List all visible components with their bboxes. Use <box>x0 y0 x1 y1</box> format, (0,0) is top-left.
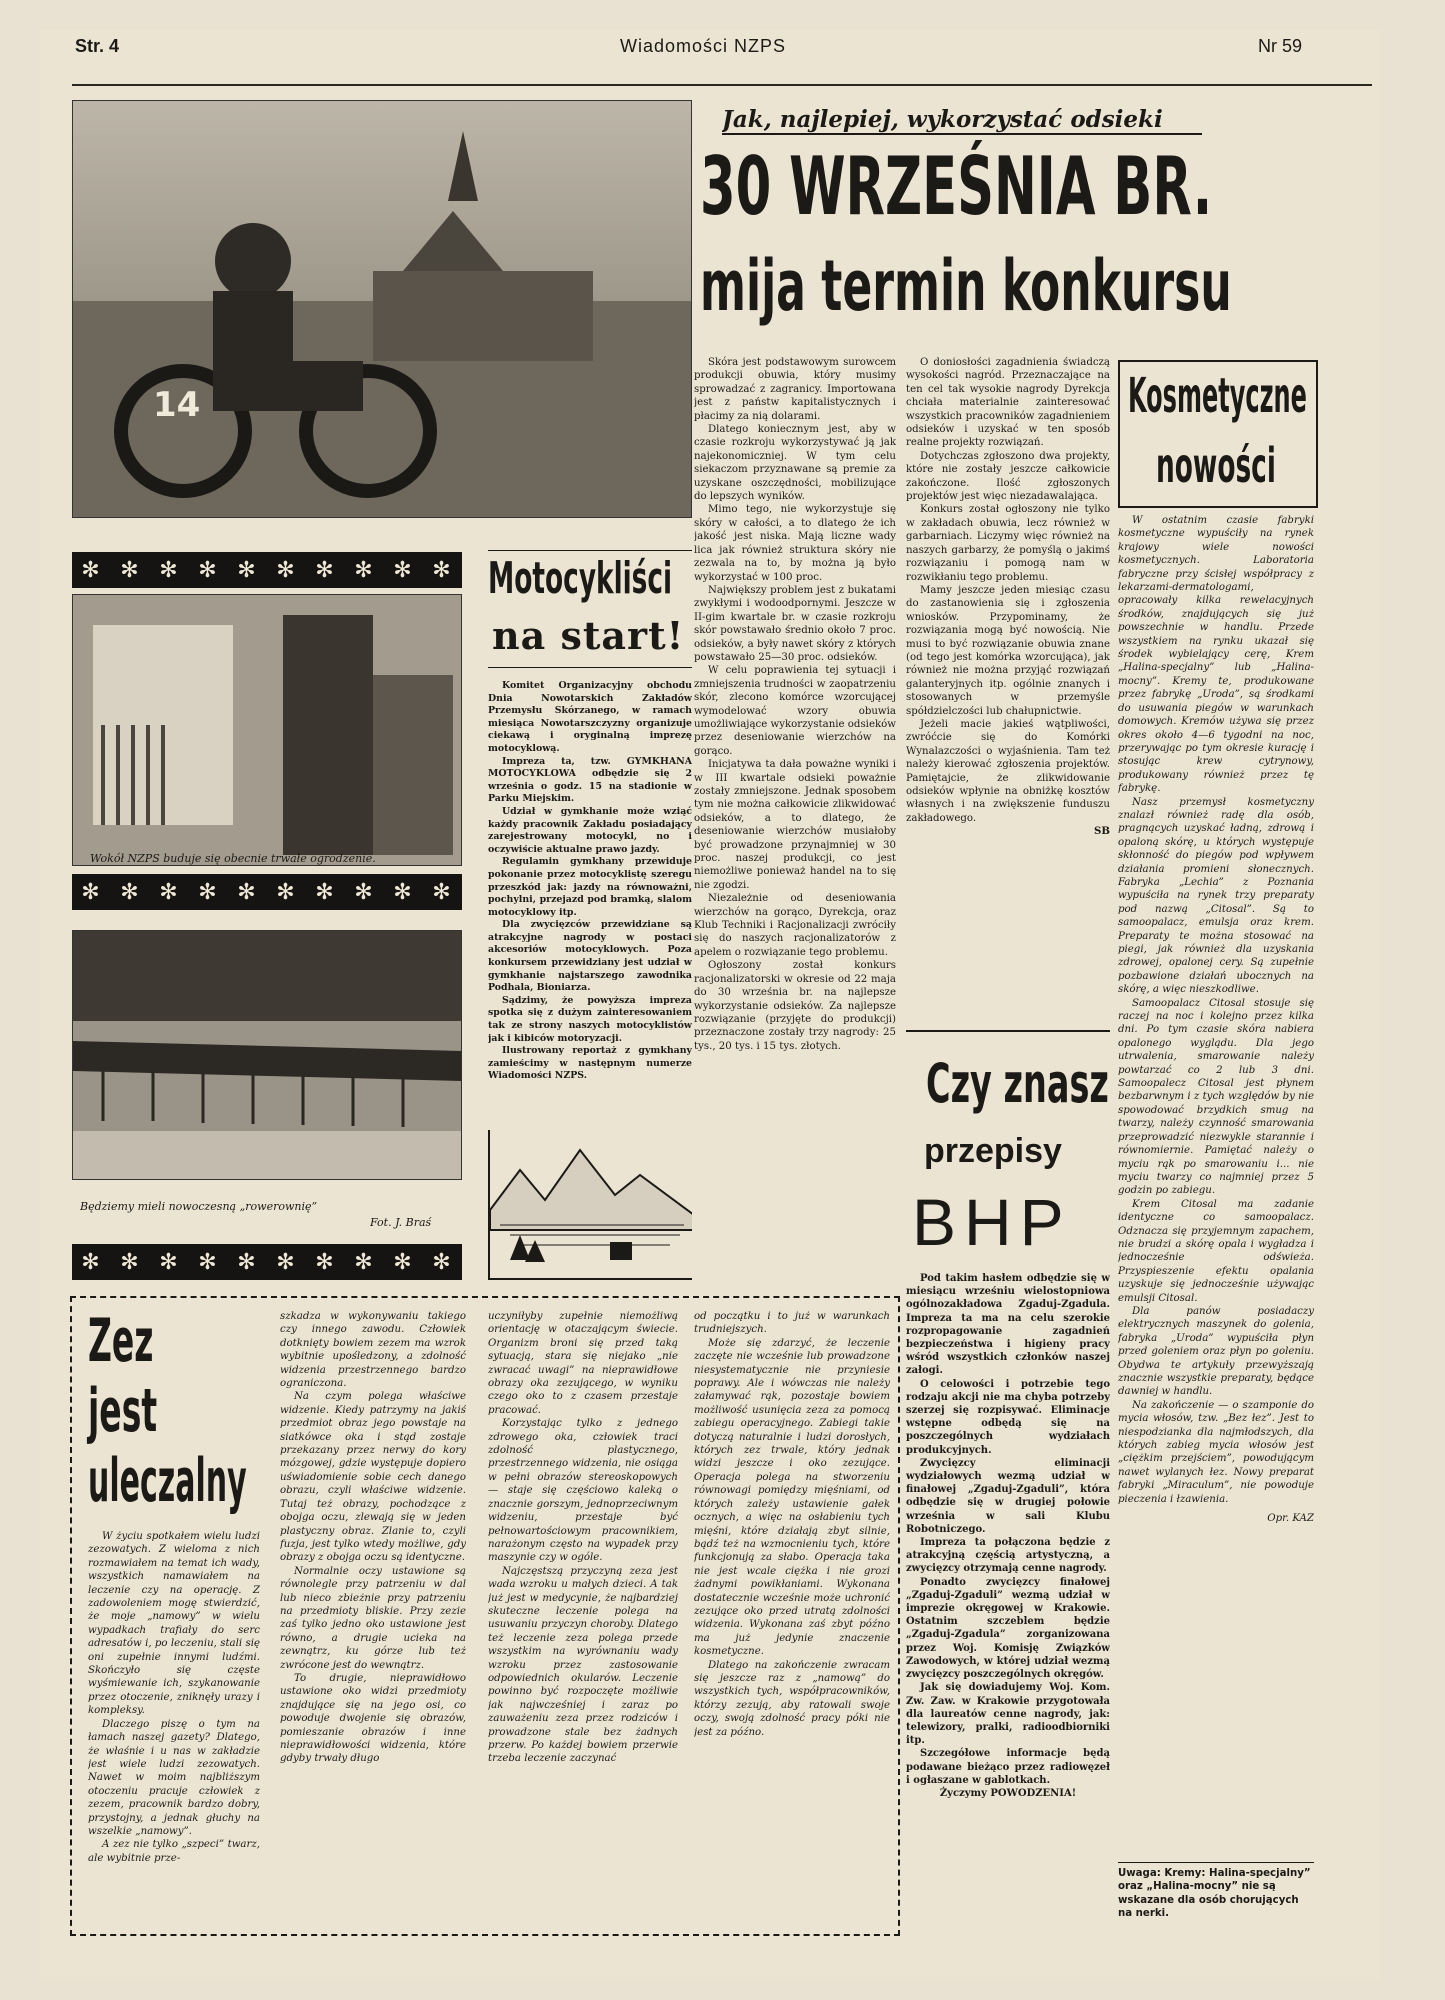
main-kicker: Jak, najlepiej, wykorzystać odsieki <box>722 106 1202 135</box>
zez-title-1: Zez <box>88 1306 154 1376</box>
moto-title-1: Motocykliści <box>488 553 673 604</box>
main-headline-2: mija termin konkursu <box>700 245 1232 327</box>
photo-bike-shed <box>72 930 462 1180</box>
kosmetyczne-title-1: Kosmetyczne <box>1128 368 1307 424</box>
snowflake-strip-2: ✻ ✻ ✻ ✻ ✻ ✻ ✻ ✻ ✻ ✻ <box>72 874 462 910</box>
main-article-col2: O doniosłości zagadnienia świadczą wysokości nagród. Przeznaczające na ten cel tak wysokie nagrody Dyrekcja chciała materialnie zainteresować wszystkich pracowników zagadnieniem odsieków i uzyskać w ten sposób realne projekty rozwiązań. Dotychczas zgłoszono dwa projekty, które nie zostały jeszcze całkowicie zakończone. Ilość zgłoszonych projektów jest więc niezadawalająca. Konkurs został ogłoszony nie tylko w zakładach obuwia, lecz również w garbarniach. Liczymy więc również na naszych garbarzy, że pomyślą o jakimś rozwiązaniu i pomogą nam w rozwikłaniu tego problemu. Mamy jeszcze jeden miesiąc czasu do zastanowienia się i zgłoszenia wniosków. Przypominamy, że rozwiązania mogą być nowością. Nie musi to być rozwiązanie obuwia znane (od tego jest komórka wzorcująca), jak również nie można przyjąć rozwiązań galanteryjnych itp. ogólnie znanych i stosowanych w przemyśle spółdzielczości lub chałupnictwie. Jeżeli macie jakieś wątpliwości, zwróćcie się do Komórki Wynalazczości o wyjaśnienia. Tam też należy kierować zgłoszenia projektów. Pamiętajcie, że zlikwidowanie odsieków wpłynie na obniżkę kosztów własnych i na zwiększenie funduszu zakładowego. SB <box>906 357 1110 838</box>
header-rule <box>72 84 1372 86</box>
bhp-title-2: przepisy <box>924 1132 1062 1170</box>
photo-fence <box>72 594 462 866</box>
zez-col2: szkadza w wykonywaniu takiego czy innego zawodu. Człowiek dotknięty bowiem zezem ma wzrok wybitnie upośledzony, a zdolność widzenia przestrzennego bardzo ograniczona. Na czym polega właściwe widzenie. Kiedy patrzymy na jakiś przedmiot obraz jego powstaje na siatkówce oka i stąd zostaje przekazany przez nerwy do kory mózgowej, gdzie występuje dopiero uświadomienie sobie cech danego obrazu, czyli właściwe widzenie. Tutaj też obrazy, pochodzące z obojga oczu, zlewają się w jeden plastyczny obraz. Zlanie to, czyli fuzja, jest tylko wtedy możliwe, gdy obrazy z obojga oczu są identyczne. Normalnie oczy ustawione są równolegle przy patrzeniu w dal lub nieco zbieżnie przy patrzeniu na przedmioty bliskie. Przy zezie zaś tylko jedno oko ustawione jest równo, a drugie ucieka na zewnątrz, ku górze lub też zwrócone jest do wewnątrz. To drugie, nieprawidłowo ustawione oko widzi przedmioty znajdujące się na jego osi, co powoduje dwojenie się obrazów, pomieszanie obrazów i inne nieprawidłowości widzenia, które gdyby trwały długo <box>280 1311 466 1765</box>
bhp-title-block <box>906 1030 1110 1260</box>
kosmetyczne-signature: Opr. KAZ <box>1267 1513 1314 1525</box>
main-article-col1: Skóra jest podstawowym surowcem produkcji obuwia, który musimy sprowadzać z zagranicy. Importowana jest z państw kapitalistycznych i płacimy za nią dolarami. Dlatego koniecznym jest, aby w czasie rozkroju wykorzystywać ją jak najekonomiczniej. W tym celu siekaczom przyznawane są premie za uzyskane oszczędności, mobilizujące do lepszych wyników. Mimo tego, nie wykorzystuje się skóry w całości, a to dlatego że ich jakość jest niska. Mają liczne wady lica jak również struktura skóry nie zezwala na to, by można ją było wykorzystać w 100 proc. Największy problem jest z bukatami zwykłymi i wodoodpornymi. Jeszcze w II-gim kwartale br. w czasie rozkroju skór powstawało średnio około 7 proc. odsieków, a były nawet skóry z których powstawało 25—30 proc. odsieków. W celu poprawienia tej sytuacji i zmniejszenia trudności w zaopatrzeniu skór, zlecono komórce wzorcującej wymodelować wzory obuwia umożliwiające wykorzystanie odsieków przez deseniowanie wierzchów na gorąco. Inicjatywa ta dała poważne wyniki i w III kwartale odsieki poważnie zostały zmniejszone. Jednak sposobem tym nie można całkowicie zlikwidować odsieków, a to dlatego, że deseniowanie wierzchów musiałoby być prowadzone przynajmniej w 30 proc. naszej produkcji, co jest niemożliwe ponieważ handel na to się nie zgodzi. Niezależnie od deseniowania wierzchów na gorąco, Dyrekcja, oraz Klub Techniki i Racjonalizacji zwróciły się do naszych racjonalizatorów z apelem o rozwiązanie tego problemu. Ogłoszony został konkurs racjonalizatorski w okresie od 22 maja do 30 września br. na najlepsze wykorzystanie odsieków. Za najlepsze rozwiązanie (przyjęte do produkcji) przeznaczone zostały trzy nagrody: 25 tys., 20 tys. i 15 tys. złotych. <box>694 357 896 1052</box>
newspaper-title: Wiadomości NZPS <box>620 36 787 56</box>
photo-credit: Fot. J. Braś <box>370 1216 432 1229</box>
motorcyclist-image <box>73 101 692 518</box>
caption-fence: Wokół NZPS buduje się obecnie trwałe ogrodzenie. <box>90 852 376 865</box>
kosmetyczne-article: W ostatnim czasie fabryki kosmetyczne wypuściły na rynek krajowy wiele nowości kosmetycznych. Laboratoria fabryczne przy ścisłej współpracy z lekarzami-dermatologami, opracowały kilka rewelacyjnych środków, znajdujących się już powszechnie w handlu. Przede wszystkiem na rynku ukazał się środek wybielający cerę, Krem „Halina-specjalny” lub „Halina-mocny”. Kremy te, produkowane przez fabrykę „Uroda”, są środkami do usuwania piegów w warunkach domowych. Kremów używa się przez okres około 4—6 tygodni na noc, przerywając po tym okresie kurację i stosując krew cytrynowy, produkowany również przez tę fabrykę. Nasz przemysł kosmetyczny znalazł również radę dla osób, pragnących uzyskać ładną, zdrową i opaloną skórę, u których występuje skłonność do piegów pod wpływem działania promieni słonecznych. Fabryka „Lechia” z Poznania wypuściła na rynek trzy preparaty pod nazwą „Citosal”. Są to samoopalacz, emulsja oraz krem. Preparaty te można stosować na piegi, jak również dla uzyskania zdrowej, opalonej cery. Są zupełnie pozbawione działań ubocznych na skórę, a więc nieszkodliwe. Samoopalacz Citosal stosuje się raczej na noc i kolejno przez kilka dni. Po tym czasie skóra nabiera opalonego wyglądu. Dla jego utrwalenia, smarowanie należy powtarzać co 2 lub 3 dni. Samoopalecz Citosal jest płynem bezbarwnym i z tych względów by nie spowodować brzydkich smug na twarzy, należy czynność smarowania przeprowadzić niezwykle starannie i równomiernie. Pamiętać należy o myciu rąk po smarowaniu i... nie myciu twarzy co najmniej przez 5 godzin po zabiegu. Krem Citosal ma zadanie identyczne co samoopalacz. Odznacza się przyjemnym zapachem, nie brudzi a skórę opala i wygładza i jednocześnie odświeża. Przyspieszenie efektu opalania uzyskuje się jednocześnie używając emulsji Citosal. Dla panów posiadaczy elektrycznych maszynek do golenia, fabryka „Uroda” wypuściła płyn przed goleniem oraz płyn po goleniu. Obydwa te artykuły przewyższają znacznie wszystkie preparaty, będące dawniej w handlu. Na zakończenie — o szamponie do mycia włosów, tzw. „Bez łez”. Jest to niespodzianka dla najmłodszych, dla których zabieg mycia włosów jest „ciężkim przejściem”, powodującym nawet wylanych łez. Nowy preparat fabryki „Miraculum”, nie powoduje pieczenia i łzawienia. Opr. KAZ <box>1118 515 1314 1525</box>
snowflake-strip-1: ✻ ✻ ✻ ✻ ✻ ✻ ✻ ✻ ✻ ✻ <box>72 552 462 588</box>
main-signature: SB <box>1094 825 1110 838</box>
zez-col1: W życiu spotkałem wielu ludzi zezowatych. Z wieloma z nich rozmawiałem na temat ich wady, wszystkich namawiałem na leczenie czy na operację. Z zadowoleniem mogę stwierdzić, że moje „namowy” w wielu wypadkach trafiały do serc adresatów i, po leczeniu, stali się oni zupełnie innymi ludźmi. Skończyło się częste wyśmiewanie ich, szykanowanie przez otoczenie, zniknęły urazy i kompleksy. Dlaczego piszę o tym na łamach naszej gazety? Dlatego, że właśnie i u nas w zakładzie jest wiele ludzi zezowatych. Nawet w moim najbliższym otoczeniu pracuje człowiek z zezem, pracownik bardzo dobry, przystojny, a jednak głuchy na wszelkie „namowy”. A zez nie tylko „szpeci” twarz, ale wybitnie prze- <box>88 1531 260 1864</box>
snowflake-strip-3: ✻ ✻ ✻ ✻ ✻ ✻ ✻ ✻ ✻ ✻ <box>72 1244 462 1280</box>
bhp-article: Pod takim hasłem odbędzie się w miesiącu wrześniu wielostopniowa ogólnozakładowa Zgaduj-Zgadula. Impreza ta ma na celu szerokie rozpropagowanie zagadnień bezpieczeństwa i higieny pracy wśród wszystkich członków naszej załogi. O celowości i potrzebie tego rodzaju akcji nie ma chyba potrzeby szerzej się rozpisywać. Eliminacje wstępne odbędą się na poszczególnych wydziałach produkcyjnych. Zwycięzcy eliminacji wydziałowych wezmą udział w finałowej „Zgaduj-Zgaduli”, która odbędzie się w drugiej połowie września w sali Klubu Robotniczego. Impreza ta połączona będzie z atrakcyjną częścią artystyczną, a zwycięzcy otrzymają cenne nagrody. Ponadto zwycięzcy finałowej „Zgaduj-Zgaduli” wezmą udział w imprezie okręgowej w Krakowie. Ostatnim szczeblem będzie „Zgaduj-Zgadula” zorganizowana przez Woj. Komisję Związków Zawodowych, w której udział wezmą zwycięzcy poszczególnych okręgów. Jak się dowiadujemy Woj. Kom. Zw. Zaw. w Krakowie przygotowała dla laureatów cenne nagrody, jak: telewizory, pralki, radioodbiorniki itp. Szczegółowe informacje będą podawane bieżąco przez radiowęzeł i ogłaszane w gablotkach. Życzymy POWODZENIA! <box>906 1273 1110 1799</box>
issue-number: Nr 59 <box>1258 36 1303 56</box>
kosmetyczne-note: Uwaga: Kremy: Halina-specjalny” oraz „Halina-mocny” nie są wskazane dla osób chorujących na nerki. <box>1118 1862 1314 1921</box>
zez-col4: od początku i to już w warunkach trudniejszych. Może się zdarzyć, że leczenie zaczęte nie wcześnie lub prowadzone niesystematycznie nie przyniesie poprawy. Ale i wówczas nie należy załamywać rąk, pozostaje bowiem możliwość usunięcia zeza za pomocą zabiegu operacyjnego. Zabiegi takie dotyczą naturalnie i ludzi dorosłych, których zez trwale, który jednak widzi jeszcze i oko zezujące. Operacja polega na stworzeniu równowagi pomiędzy mięśniami, od których zależy ustawienie gałek ocznych, a więc na osłabieniu tych mięśni, które działają zbyt silnie, bądź też na wzmocnieniu tych, które funkcjonują za słabo. Operacja taka nie jest wcale ciężka i nie grozi żadnymi powikłaniami. Wykonana dostatecznie wcześnie może uchronić zezujące oko przed utratą zdolności widzenia. Wykonana zaś zbyt późno ma już jedynie znaczenie kosmetyczne. Dlatego na zakończenie zwracam się jeszcze raz z „namową” do wszystkich tych, współpracowników, którzy zezują, aby ratowali swoje oczy, swoją zdolność pracy póki nie jest za późno. <box>694 1311 890 1738</box>
zez-title <box>84 1306 264 1536</box>
moto-title-2: na start! <box>492 613 685 658</box>
zez-title-3: uleczalny <box>88 1446 247 1516</box>
moto-title-box <box>488 550 692 668</box>
moto-article: Komitet Organizacyjny obchodu Dnia Nowotarskich Zakładów Przemysłu Skórzanego, w ramach miesiąca Nowotarszczyzny organizuje ciekawą i oryginalną imprezę motocyklową. Impreza ta, tzw. GYMKHANA MOTOCYKLOWA odbędzie się 2 września o godz. 15 na stadionie w Parku Miejskim. Udział w gymkhanie może wziąć każdy pracownik Zakładu posiadający zarejestrowany motocykl, no i oczywiście aktualne prawo jazdy. Regulamin gymkhany przewiduje pokonanie przez motocyklistę szeregu przeszkód jak: jazdy na równoważni, pochylni, przejazd pod bramką, slalom motocyklowy itp. Dla zwycięzców przewidziane są atrakcyjne nagrody w postaci akcesoriów motocyklowych. Poza konkursem przewidziany jest udział w gymkhanie najstarszego zawodnika Podhala, Bioniarza. Sądzimy, że powyższa impreza spotka się z dużym zainteresowaniem tak ze strony naszych motocyklistów jak i kibiców motoryzacji. Ilustrowany reportaż z gymkhany zamieścimy w następnym numerze Wiadomości NZPS. <box>488 680 692 1082</box>
zez-title-2: jest <box>88 1376 158 1446</box>
bhp-title-1: Czy znasz <box>926 1052 1109 1115</box>
svg-text:14: 14 <box>153 385 201 425</box>
photo-motorcyclist <box>72 100 692 518</box>
caption-bike-shed: Będziemy mieli nowoczesną „rowerownię” <box>80 1200 318 1213</box>
main-headline-1: 30 WRZEŚNIA BR. <box>700 140 1213 233</box>
kosmetyczne-title-2: nowości <box>1156 438 1276 494</box>
bhp-title-3: BHP <box>912 1185 1072 1259</box>
kosmetyczne-title-box <box>1118 360 1318 508</box>
zez-col3: uczyniłyby zupełnie niemożliwą orientację w otaczającym świecie. Organizm broni się przed taką sytuacją, stara się niejako „nie zwracać uwagi” na nieprawidłowe obrazy oka zezującego, w wyniku czego oko to z czasem przestaje pracować. Korzystając tylko z jednego zdrowego oka, człowiek traci zdolność plastycznego, przestrzennego widzenia, nie osiąga w pełni obrazów stereoskopowych — staje się częściowo kaleką o znacznie gorszym, jednoprzeciwnym widzeniu, przestaje być pełnowartościowym pracownikiem, narażonym często na wypadek przy maszynie czy w ogóle. Najczęstszą przyczyną zeza jest wada wzroku u małych dzieci. A tak już jest w medycynie, że najbardziej skuteczne leczenie polega na usuwaniu przyczyn choroby. Dlatego też leczenie zeza polega przede wszystkim na wyrównaniu wady wzroku przez zastosowanie odpowiednich okularów. Leczenie powinno być rozpoczęte możliwie jak najwcześniej i zaraz po zauważeniu zeza przez rodziców i prowadzone stale bez żadnych przerw. Po każdej bowiem przerwie trzeba leczenie zaczynać <box>488 1311 678 1765</box>
mountain-illustration <box>488 1130 692 1280</box>
page-number: Str. 4 <box>75 36 120 56</box>
